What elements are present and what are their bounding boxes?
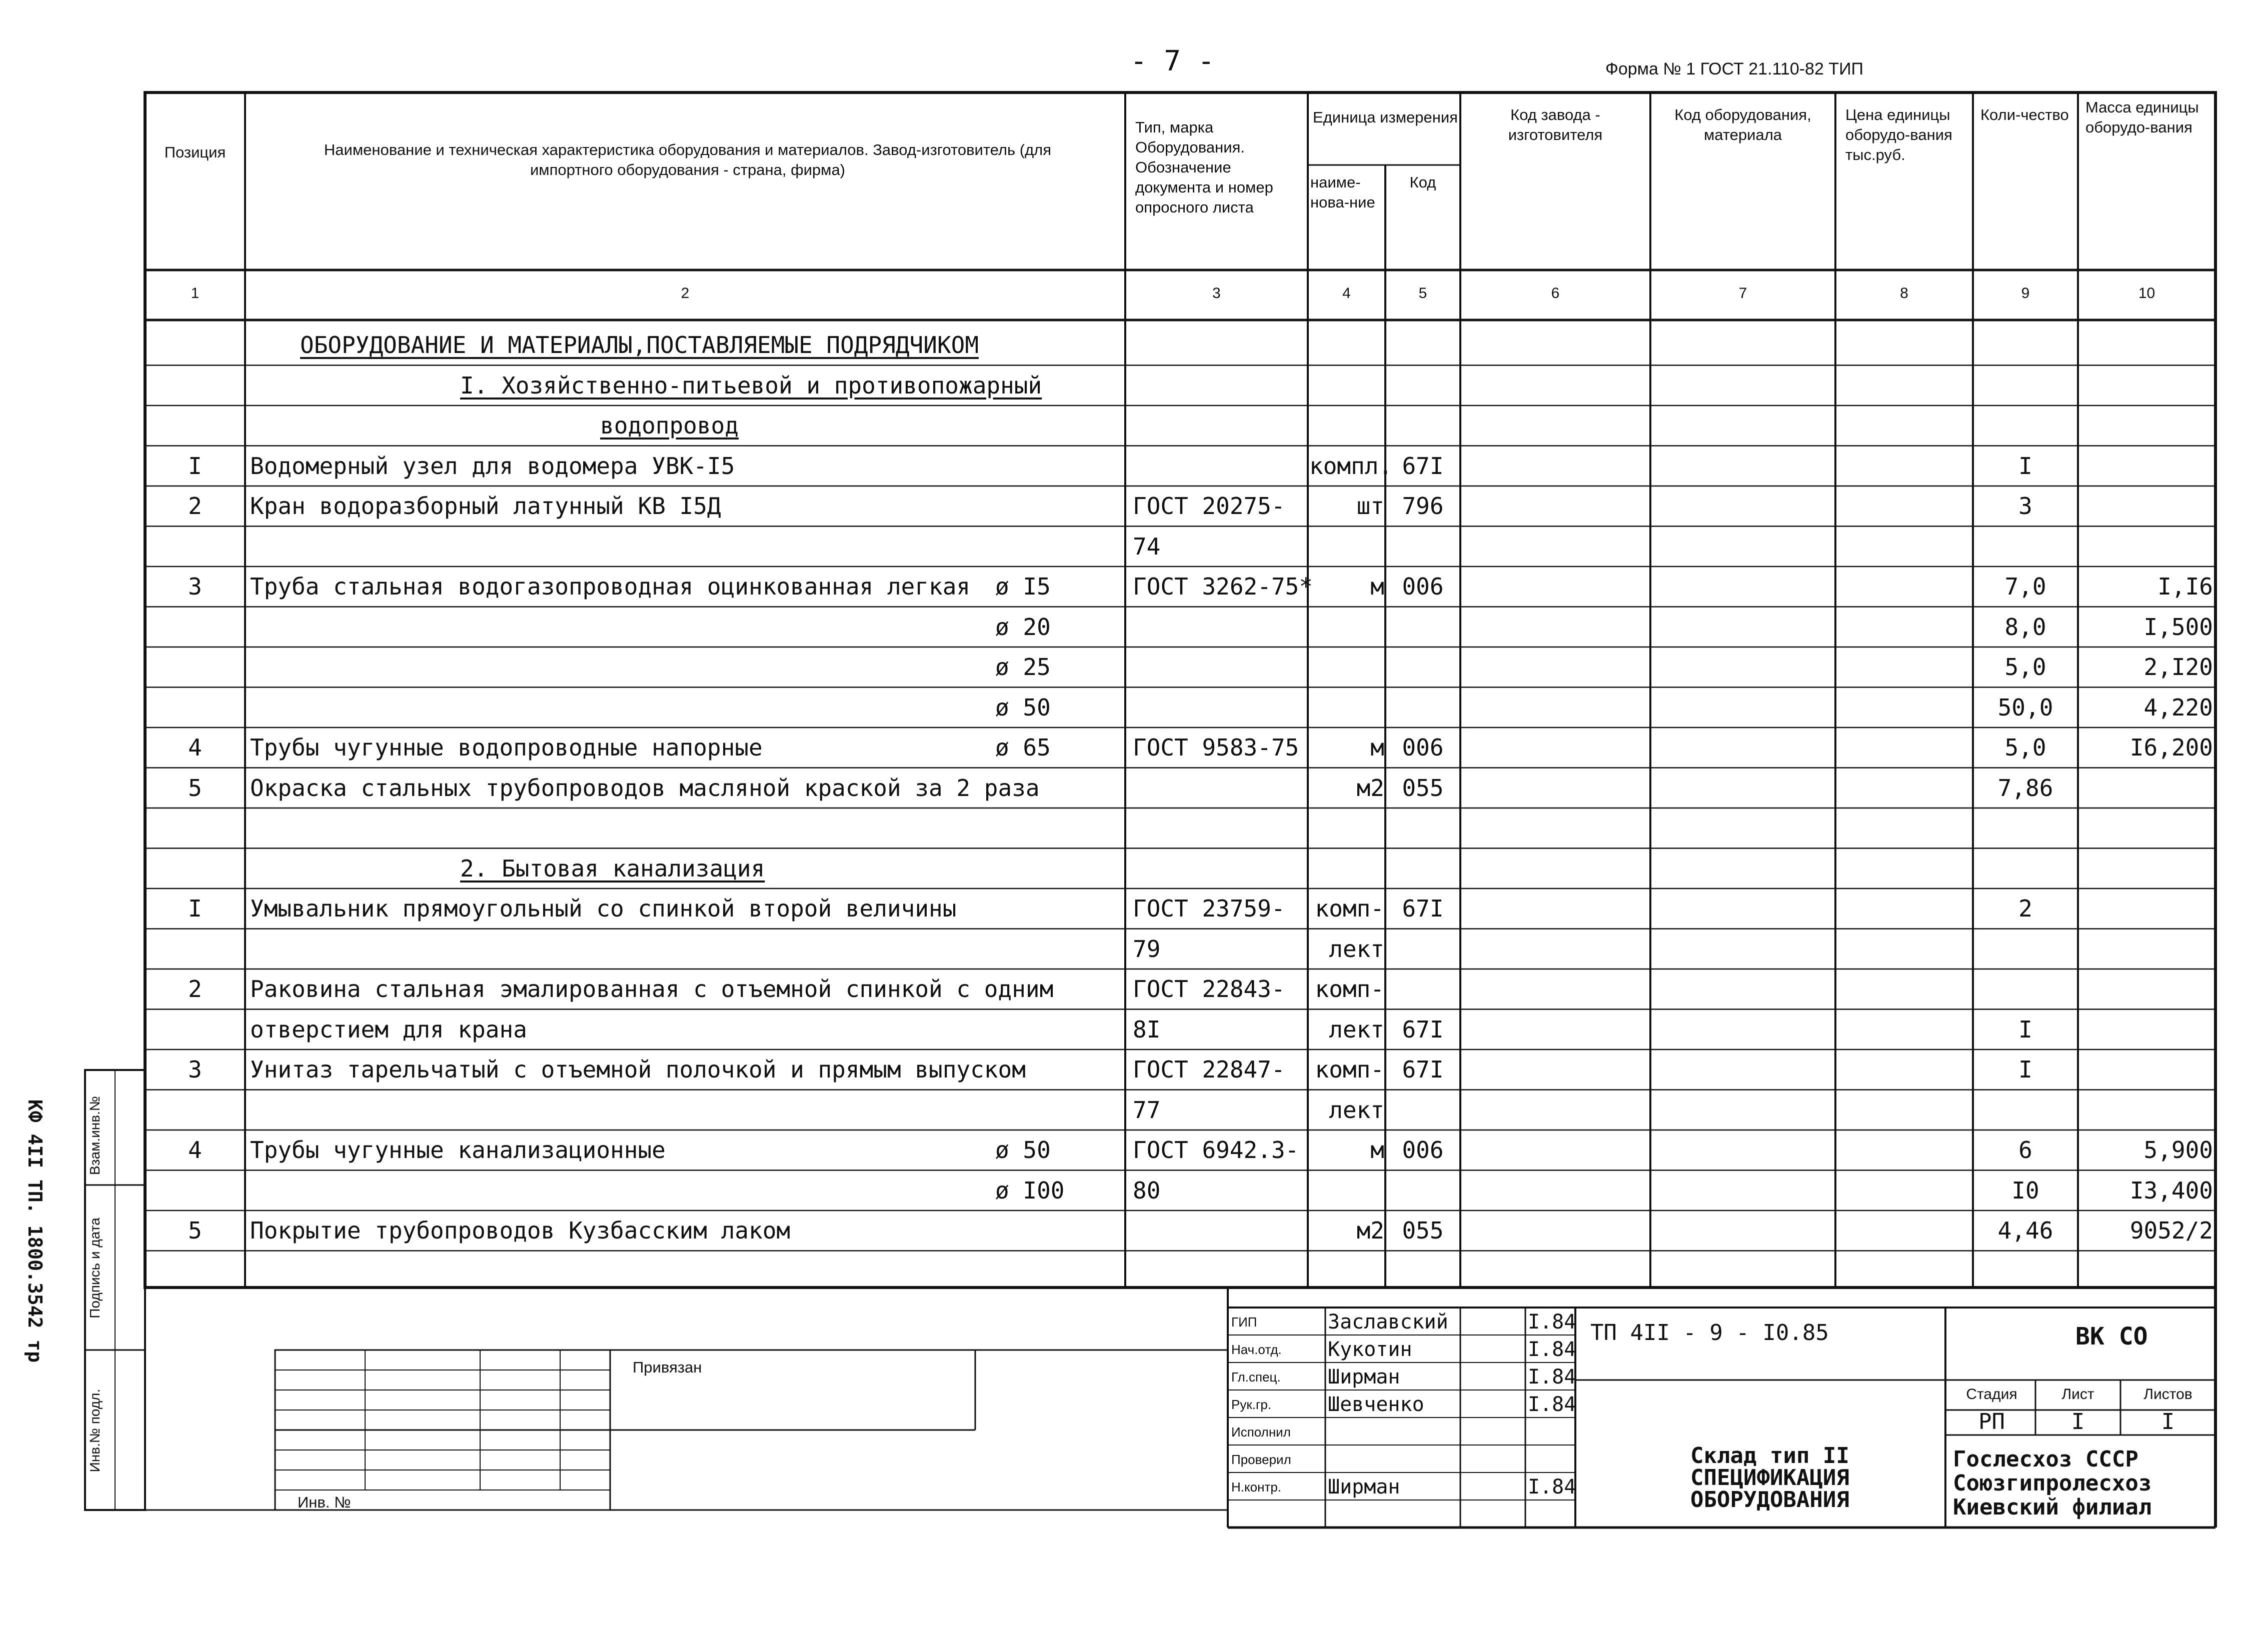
cell-unit: м2 <box>1356 774 1384 802</box>
cell-mass <box>2080 486 2213 526</box>
cell-mass <box>2080 848 2213 888</box>
cell-unit: комп- <box>1315 895 1384 922</box>
cell-pos: 4 <box>188 734 202 761</box>
cell-mass <box>2080 768 2213 808</box>
cell-diam: ø 50 <box>995 694 1051 721</box>
cell-pos <box>145 808 245 848</box>
cell-code: 796 <box>1402 492 1444 520</box>
cell-qty: 3 <box>2018 492 2032 520</box>
table-row <box>145 929 2215 969</box>
cell-diam <box>995 808 1120 848</box>
cell-type: 77 <box>1133 1096 1161 1124</box>
cell-name: Труба стальная водогазопроводная оцинкованная легкая <box>250 573 971 600</box>
cell-mass <box>2080 1090 2213 1130</box>
table-row <box>145 1050 2215 1090</box>
cell-code <box>1385 406 1460 446</box>
cell-diam <box>995 446 1120 486</box>
org-line: Союзгипролесхоз <box>1953 1470 2152 1496</box>
col-number: 5 <box>1418 285 1427 302</box>
cell-type <box>1133 1210 1313 1250</box>
stamp-date: I.84 <box>1528 1476 1576 1498</box>
stamp-date: I.84 <box>1528 1393 1576 1416</box>
cell-qty: 5,0 <box>2004 734 2046 761</box>
cell-type: ГОСТ 9583-75 <box>1133 734 1299 761</box>
cell-qty <box>1975 406 2075 446</box>
col-number: 9 <box>2021 285 2030 302</box>
cell-type: ГОСТ 6942.3- <box>1133 1136 1299 1164</box>
col-number: 7 <box>1738 285 1747 302</box>
cell-diam: ø 50 <box>995 1136 1051 1164</box>
stamp-date: I.84 <box>1528 1338 1576 1361</box>
cell-pos <box>145 647 245 687</box>
stamp-role: Проверил <box>1231 1452 1291 1467</box>
col-number: 2 <box>681 285 690 302</box>
cell-qty <box>1975 929 2075 969</box>
cell-qty <box>1975 808 2075 848</box>
cell-mass <box>2080 366 2213 406</box>
side-label-signature-date: Подпись и дата <box>87 1218 103 1318</box>
col-header-mass: Масса единицы оборудо-вания <box>2085 98 2199 136</box>
cell-name: ОБОРУДОВАНИЕ И МАТЕРИАЛЫ,ПОСТАВЛЯЕМЫЕ ПОДРЯДЧИКОМ <box>300 332 979 358</box>
table-row <box>145 406 2215 446</box>
cell-mass <box>2080 888 2213 928</box>
table-row <box>145 325 2215 365</box>
col-number: 3 <box>1212 285 1221 302</box>
cell-pos: I <box>188 452 202 480</box>
cell-mass <box>2080 526 2213 566</box>
cell-pos: 3 <box>188 1056 202 1083</box>
cell-name: Умывальник прямоугольный со спинкой второй величины <box>250 895 957 922</box>
cell-mass <box>2080 446 2213 486</box>
cell-unit <box>1309 366 1384 406</box>
cell-code <box>1385 929 1460 969</box>
cell-qty <box>1975 526 2075 566</box>
cell-unit: комп- <box>1315 976 1384 1002</box>
cell-name: Унитаз тарельчатый с отъемной полочкой и прямым выпуском <box>250 1056 1026 1083</box>
cell-pos <box>145 688 245 728</box>
title-line: Склад тип II <box>1690 1443 1849 1468</box>
cell-code <box>1385 526 1460 566</box>
cell-mass: 2,I20 <box>2143 654 2213 680</box>
cell-qty: I0 <box>2011 1176 2039 1204</box>
cell-mass: 4,220 <box>2143 694 2213 721</box>
col-number: 8 <box>1900 285 1908 302</box>
col-number: 4 <box>1342 285 1351 302</box>
cell-mass: I6,200 <box>2129 734 2213 761</box>
side-label-replace-inv: Взам.инв.№ <box>87 1096 103 1175</box>
stamp-date <box>1528 1419 1575 1445</box>
cell-code: 055 <box>1402 774 1444 802</box>
stamp-role: Н.контр. <box>1231 1480 1282 1494</box>
cell-unit <box>1309 325 1384 365</box>
cell-unit <box>1309 406 1384 446</box>
sheets-label: Листов <box>2143 1386 2192 1402</box>
cell-qty: 2 <box>2018 895 2032 922</box>
stamp-date: I.84 <box>1528 1366 1576 1388</box>
table-row <box>145 446 2215 486</box>
cell-mass: 9052/2 <box>2129 1217 2213 1244</box>
cell-unit: лект <box>1329 935 1384 962</box>
sheet-label: Лист <box>2061 1386 2094 1402</box>
stamp-role: Исполнил <box>1231 1424 1291 1440</box>
cell-type: ГОСТ 22843- <box>1133 976 1285 1002</box>
cell-code <box>1385 325 1460 365</box>
col-header-equipment-code: Код оборудования, материала <box>1674 106 1811 144</box>
cell-unit <box>1309 607 1384 647</box>
cell-unit <box>1309 808 1384 848</box>
cell-pos: 2 <box>188 492 202 520</box>
col-header-unit-code: Код <box>1409 174 1436 191</box>
col-header-name: Наименование и техническая характеристика оборудования и материалов. Завод-изготовитель (для импортного оборудования - страна, фирма) <box>324 141 1052 178</box>
cell-diam <box>995 1050 1120 1090</box>
cell-name: Окраска стальных трубопроводов масляной краской за 2 раза <box>250 774 1040 802</box>
cell-unit: м2 <box>1356 1217 1384 1244</box>
col-header-type: Тип, марка Оборудования. Обозначение документа и номер опросного листа <box>1135 118 1273 216</box>
col-header-unit-group: Единица измерения <box>1313 108 1458 126</box>
cell-code <box>1385 1090 1460 1130</box>
table-row <box>145 486 2215 526</box>
cell-code: 055 <box>1402 1217 1444 1244</box>
cell-diam <box>995 888 1120 928</box>
cell-qty <box>1975 1090 2075 1130</box>
cell-name: Покрытие трубопроводов Кузбасским лаком <box>250 1217 791 1244</box>
cell-unit: шт <box>1356 492 1384 520</box>
cell-unit <box>1309 647 1384 687</box>
cell-diam: ø 20 <box>995 613 1051 640</box>
table-row <box>145 566 2215 606</box>
col-number: 1 <box>191 285 200 302</box>
cell-pos: 5 <box>188 774 202 802</box>
cell-code <box>1385 969 1460 1009</box>
cell-qty: 6 <box>2018 1136 2032 1164</box>
cell-unit: компл. <box>1309 452 1393 480</box>
stamp-name: Ширман <box>1328 1476 1400 1498</box>
table-row <box>145 1210 2215 1250</box>
cell-diam: ø 25 <box>995 654 1051 680</box>
cell-unit <box>1309 1170 1384 1210</box>
cell-code: 67I <box>1402 1056 1444 1083</box>
cell-mass <box>2080 1010 2213 1050</box>
cell-diam <box>995 526 1120 566</box>
cell-unit: м <box>1370 1136 1384 1164</box>
table-row <box>145 1010 2215 1050</box>
cell-pos: 2 <box>188 976 202 1002</box>
cell-code <box>1385 607 1460 647</box>
table-row <box>145 366 2215 406</box>
cell-qty: I <box>2018 1016 2032 1043</box>
cell-mass: I,500 <box>2143 613 2213 640</box>
cell-pos <box>145 406 245 446</box>
cell-diam <box>995 1010 1120 1050</box>
cell-pos <box>145 526 245 566</box>
cell-diam <box>995 486 1120 526</box>
org-line: Гослесхоз СССР <box>1953 1446 2138 1472</box>
cell-name <box>250 1090 1030 1130</box>
table-row <box>145 888 2215 928</box>
cell-type: 8I <box>1133 1016 1161 1043</box>
cell-pos <box>145 1170 245 1210</box>
cell-unit: м <box>1370 734 1384 761</box>
cell-name: I. Хозяйственно-питьевой и противопожарный <box>460 372 1042 399</box>
stamp-name <box>1328 1419 1458 1445</box>
cell-mass <box>2080 808 2213 848</box>
stamp-name: Ширман <box>1328 1366 1400 1388</box>
cell-qty <box>1975 366 2075 406</box>
stamp-name: Заславский <box>1328 1310 1448 1334</box>
cell-code <box>1385 688 1460 728</box>
project-code: ТП 4II - 9 - I0.85 <box>1590 1320 1829 1346</box>
stage-value: РП <box>1978 1409 2005 1434</box>
table-row <box>145 526 2215 566</box>
cell-unit: комп- <box>1315 1056 1384 1083</box>
cell-type: 74 <box>1133 532 1161 560</box>
cell-diam <box>995 406 1120 446</box>
cell-type: ГОСТ 22847- <box>1133 1056 1285 1083</box>
cell-name: отверстием для крана <box>250 1016 527 1043</box>
table-row <box>145 848 2215 888</box>
cell-code: 006 <box>1402 1136 1444 1164</box>
cell-diam <box>995 768 1120 808</box>
title-line: ОБОРУДОВАНИЯ <box>1690 1487 1849 1512</box>
cell-type: ГОСТ 3262-75* <box>1133 573 1313 600</box>
cell-mass <box>2080 406 2213 446</box>
cell-diam <box>995 366 1120 406</box>
cell-pos <box>145 929 245 969</box>
cell-qty <box>1975 848 2075 888</box>
stamp-role: Рук.гр. <box>1231 1397 1272 1412</box>
cell-mass <box>2080 325 2213 365</box>
cell-unit <box>1309 848 1384 888</box>
cell-diam <box>995 848 1120 888</box>
cell-code <box>1385 1170 1460 1210</box>
cell-code: 67I <box>1402 452 1444 480</box>
cell-diam <box>995 929 1120 969</box>
cell-name <box>250 808 1030 848</box>
stamp-role: Гл.спец. <box>1231 1370 1281 1384</box>
cell-qty: I <box>2018 1056 2032 1083</box>
cell-type <box>1133 848 1313 888</box>
cell-pos: I <box>188 895 202 922</box>
cell-unit: лект <box>1329 1096 1384 1124</box>
stamp-role: Нач.отд. <box>1231 1342 1282 1357</box>
cell-mass: 5,900 <box>2143 1136 2213 1164</box>
cell-unit <box>1309 526 1384 566</box>
cell-name <box>250 607 1030 647</box>
cell-qty: 8,0 <box>2004 613 2046 640</box>
cell-name: 2. Бытовая канализация <box>460 854 765 882</box>
inv-number-label: Инв. № <box>298 1494 351 1511</box>
cell-mass: I,I6 <box>2157 573 2213 600</box>
table-row <box>145 1090 2215 1130</box>
cell-name <box>250 1170 1030 1210</box>
col-header-price: Цена единицы оборудо-вания тыс.руб. <box>1845 106 1952 164</box>
stamp-role: ГИП <box>1231 1314 1257 1330</box>
table-row <box>145 768 2215 808</box>
stamp-name <box>1328 1446 1458 1472</box>
sheets-value: I <box>2161 1409 2175 1434</box>
cell-name: Трубы чугунные канализационные <box>250 1136 666 1164</box>
cell-type <box>1133 366 1313 406</box>
cell-type <box>1133 647 1313 687</box>
table-row <box>145 1130 2215 1170</box>
cell-pos <box>145 325 245 365</box>
stamp-date <box>1528 1446 1575 1472</box>
cell-code <box>1385 366 1460 406</box>
cell-name: водопровод <box>600 412 739 439</box>
col-header-position: Позиция <box>164 144 226 161</box>
col-header-unit-name: наиме-нова-ние <box>1310 174 1375 211</box>
cell-diam <box>995 1090 1120 1130</box>
cell-diam <box>995 325 1120 365</box>
cell-type <box>1133 808 1313 848</box>
cell-pos <box>145 848 245 888</box>
side-label-inv-original: Инв.№ подл. <box>87 1388 103 1472</box>
stamp-name: Кукотин <box>1328 1338 1412 1361</box>
cell-qty: I <box>2018 452 2032 480</box>
cell-name: Раковина стальная эмалированная с отъемной спинкой с одним <box>250 976 1054 1002</box>
cell-type: 79 <box>1133 935 1161 962</box>
cell-diam: ø 65 <box>995 734 1051 761</box>
cell-mass <box>2080 969 2213 1009</box>
privyazan-label: Привязан <box>633 1358 702 1376</box>
cell-diam: ø I00 <box>995 1176 1065 1204</box>
cell-mass <box>2080 1050 2213 1090</box>
cell-code <box>1385 647 1460 687</box>
table-row <box>145 969 2215 1009</box>
side-code: КФ 4II ТП. 1800.3542 тр <box>24 1099 46 1363</box>
cell-name <box>250 688 1030 728</box>
cell-pos: 5 <box>188 1217 202 1244</box>
cell-type <box>1133 768 1313 808</box>
table-row <box>145 607 2215 647</box>
cell-diam <box>995 969 1120 1009</box>
cell-name: Трубы чугунные водопроводные напорные <box>250 734 763 761</box>
cell-name <box>250 929 1030 969</box>
cell-type <box>1133 688 1313 728</box>
stage-label: Стадия <box>1966 1386 2017 1402</box>
cell-type <box>1133 446 1313 486</box>
cell-mass <box>2080 929 2213 969</box>
cell-qty: 5,0 <box>2004 654 2046 680</box>
table-row <box>145 688 2215 728</box>
cell-code: 67I <box>1402 1016 1444 1043</box>
document-title <box>1690 1445 1849 1511</box>
cell-unit: м <box>1370 573 1384 600</box>
cell-qty <box>1975 325 2075 365</box>
cell-code: 006 <box>1402 573 1444 600</box>
title-line: СПЕЦИФИКАЦИЯ <box>1690 1465 1849 1490</box>
cell-name <box>250 526 1030 566</box>
cell-unit: лект <box>1329 1016 1384 1043</box>
document-code: ВК СО <box>2075 1322 2148 1350</box>
table-row <box>145 1170 2215 1210</box>
cell-type: ГОСТ 20275- <box>1133 492 1285 520</box>
cell-type: 80 <box>1133 1176 1161 1204</box>
cell-code <box>1385 848 1460 888</box>
col-header-factory-code: Код завода - изготовителя <box>1508 106 1603 144</box>
cell-pos: 4 <box>188 1136 202 1164</box>
table-row <box>145 647 2215 687</box>
cell-diam <box>995 1210 1120 1250</box>
sheet-value: I <box>2071 1409 2085 1434</box>
cell-name: Водомерный узел для водомера УВК-I5 <box>250 452 735 480</box>
stamp-date: I.84 <box>1528 1310 1576 1334</box>
organization <box>1953 1448 2151 1520</box>
table-row <box>145 808 2215 848</box>
cell-pos: 3 <box>188 573 202 600</box>
cell-type <box>1133 325 1313 365</box>
stamp-name: Шевченко <box>1328 1393 1424 1416</box>
cell-qty: 7,86 <box>1997 774 2053 802</box>
cell-code: 67I <box>1402 895 1444 922</box>
table-row <box>145 728 2215 768</box>
cell-type: ГОСТ 23759- <box>1133 895 1285 922</box>
cell-type <box>1133 406 1313 446</box>
cell-pos <box>145 1010 245 1050</box>
col-header-quantity: Коли-чество <box>1980 106 2069 124</box>
cell-name: Кран водоразборный латунный КВ I5Д <box>250 492 721 520</box>
cell-qty: 7,0 <box>2004 573 2046 600</box>
cell-name <box>250 647 1030 687</box>
col-number: 6 <box>1551 285 1560 302</box>
cell-pos <box>145 366 245 406</box>
cell-pos <box>145 1090 245 1130</box>
cell-qty: 50,0 <box>1997 694 2053 721</box>
col-number: 10 <box>2138 285 2155 302</box>
cell-code <box>1385 808 1460 848</box>
form-label: Форма № 1 ГОСТ 21.110-82 ТИП <box>1605 60 1863 78</box>
org-line: Киевский филиал <box>1953 1494 2152 1520</box>
cell-diam: ø I5 <box>995 573 1051 600</box>
cell-qty: 4,46 <box>1997 1217 2053 1244</box>
cell-code: 006 <box>1402 734 1444 761</box>
cell-mass: I3,400 <box>2129 1176 2213 1204</box>
cell-pos <box>145 607 245 647</box>
cell-qty <box>1975 969 2075 1009</box>
cell-unit <box>1309 688 1384 728</box>
page-number: - 7 - <box>1130 45 1215 78</box>
cell-type <box>1133 607 1313 647</box>
